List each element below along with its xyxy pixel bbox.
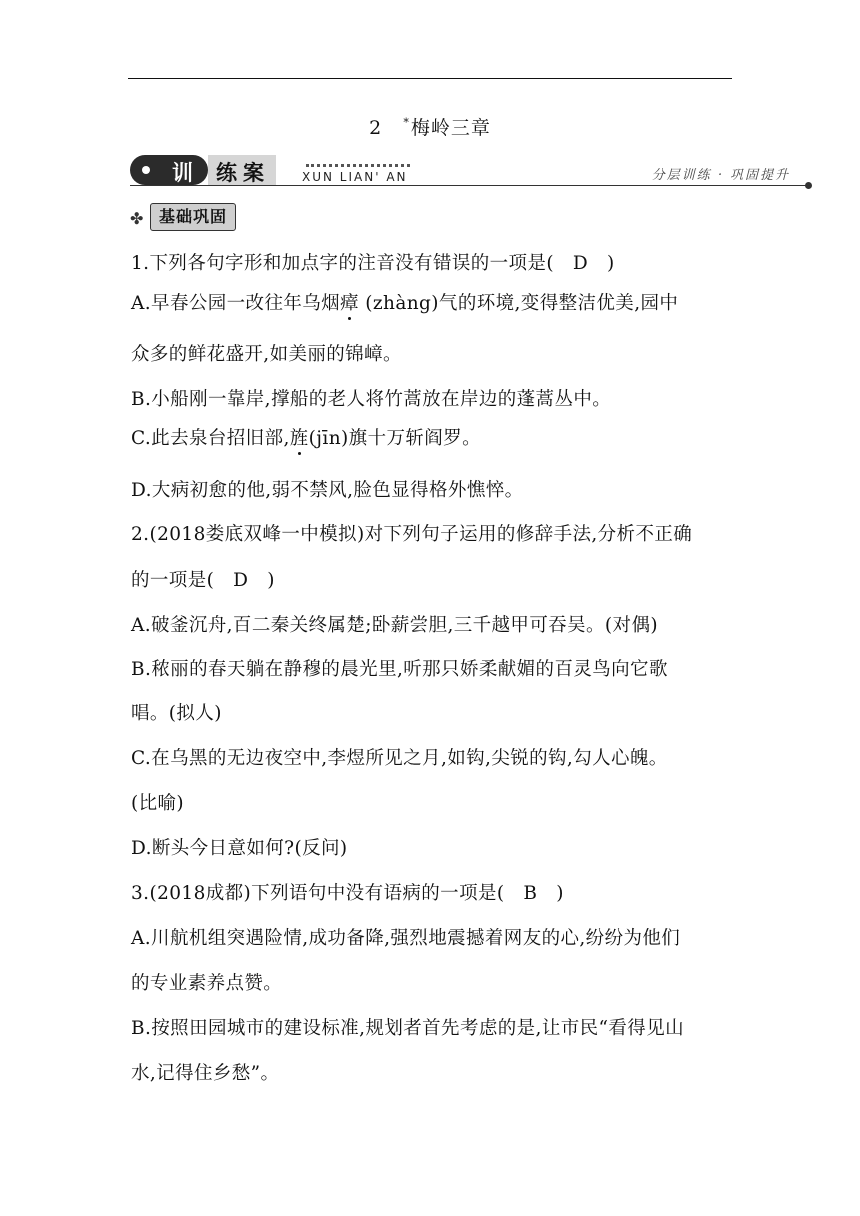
lesson-title bbox=[0, 113, 860, 140]
question-1: 1.下列各句字形和加点字的注音没有错误的一项是( D ) bbox=[131, 253, 615, 274]
option-3b: B.按照田园城市的建设标准,规划者首先考虑的是,让市民“看得见山 bbox=[131, 1018, 684, 1039]
option-2c: C.在乌黑的无边夜空中,李煜所见之月,如钩,尖锐的钩,勾人心魄。 bbox=[131, 748, 668, 769]
option-1a-line2: 众多的鲜花盛开,如美丽的锦嶂。 bbox=[131, 344, 402, 365]
banner-slogan: 分层训练 · 巩固提升 bbox=[651, 168, 790, 183]
option-1c bbox=[131, 424, 481, 450]
banner-dotted-line bbox=[306, 164, 410, 167]
option-1a-text-cont: (zhàng)气的环境,变得整洁优美,园中 bbox=[358, 293, 679, 314]
section-banner bbox=[130, 152, 812, 192]
banner-end-dot bbox=[805, 182, 812, 189]
banner-char-xun: 训 bbox=[172, 161, 193, 185]
banner-pinyin: XUN LIAN' AN bbox=[302, 170, 408, 184]
question-3: 3.(2018成都)下列语句中没有语病的一项是( B ) bbox=[131, 883, 564, 904]
section-title: 基础巩固 bbox=[150, 203, 236, 231]
option-1a bbox=[131, 289, 678, 315]
option-1c-text-cont: (jīn)旗十万斩阎罗。 bbox=[308, 428, 481, 449]
option-1a-text: A.早春公园一改往年乌烟 bbox=[131, 293, 341, 314]
option-1c-text: C.此去泉台招旧部, bbox=[131, 428, 290, 449]
lesson-name: 梅岭三章 bbox=[410, 117, 491, 139]
option-1b: B.小船刚一靠岸,撑船的老人将竹蒿放在岸边的蓬蒿丛中。 bbox=[131, 389, 612, 410]
option-3a-line2: 的专业素养点赞。 bbox=[131, 973, 283, 994]
option-2b: B.秾丽的春天躺在静穆的晨光里,听那只娇柔献媚的百灵鸟向它歌 bbox=[131, 659, 668, 680]
banner-pill bbox=[130, 155, 208, 185]
lesson-mark: * bbox=[403, 116, 410, 129]
lesson-number: 2 bbox=[369, 117, 383, 139]
option-3b-line2: 水,记得住乡愁”。 bbox=[131, 1063, 280, 1084]
dotted-char: 旌 bbox=[289, 428, 309, 449]
option-2b-line2: 唱。(拟人) bbox=[131, 703, 222, 724]
option-1d: D.大病初愈的他,弱不禁风,脸色显得格外憔悴。 bbox=[131, 480, 524, 501]
option-3a: A.川航机组突遇险情,成功备降,强烈地震撼着网友的心,纷纷为他们 bbox=[131, 928, 681, 949]
banner-baseline bbox=[130, 185, 808, 186]
bullet-icon bbox=[142, 166, 150, 174]
flower-icon: ✤ bbox=[130, 209, 144, 228]
option-2d: D.断头今日意如何?(反问) bbox=[131, 838, 348, 859]
option-2a: A.破釜沉舟,百二秦关终属楚;卧薪尝胆,三千越甲可吞吴。(对偶) bbox=[131, 615, 658, 636]
option-2c-line2: (比喻) bbox=[131, 793, 185, 814]
question-2: 2.(2018娄底双峰一中模拟)对下列句子运用的修辞手法,分析不正确 bbox=[131, 524, 693, 545]
dotted-char: 瘴 bbox=[340, 293, 359, 314]
question-2-line2: 的一项是( D ) bbox=[131, 570, 275, 591]
header-rule bbox=[128, 78, 732, 79]
banner-chars-lian-an: 练案 bbox=[216, 161, 270, 185]
